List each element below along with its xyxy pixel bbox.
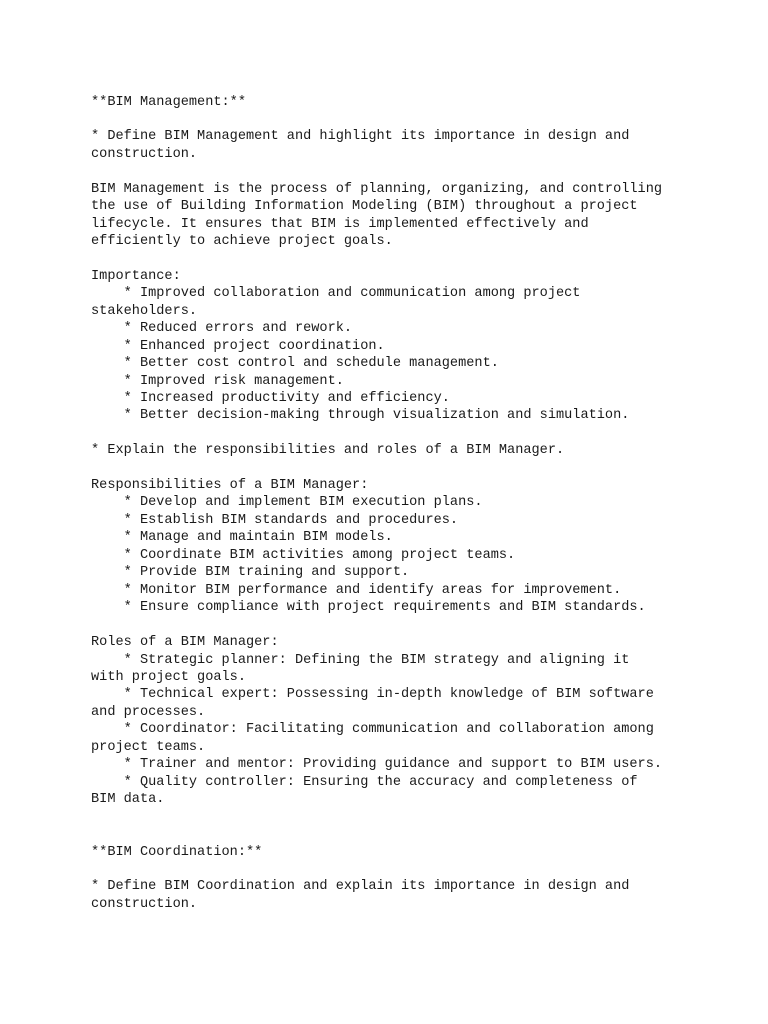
bullet-item: * Trainer and mentor: Providing guidance and support to BIM users. bbox=[91, 757, 663, 772]
bullet-item: * Manage and maintain BIM models. bbox=[91, 530, 393, 545]
question-text: * Explain the responsibilities and roles of a BIM Manager. bbox=[91, 443, 565, 458]
subheading-responsibilities: Responsibilities of a BIM Manager: bbox=[91, 478, 369, 493]
bullet-item: * Technical expert: Possessing in-depth knowledge of BIM software bbox=[91, 687, 654, 702]
bullet-item: * Monitor BIM performance and identify areas for improvement. bbox=[91, 583, 622, 598]
paragraph-line: the use of Building Information Modeling (BIM) throughout a project bbox=[91, 199, 638, 214]
bullet-item-continuation: with project goals. bbox=[91, 670, 246, 685]
bullet-item-continuation: stakeholders. bbox=[91, 304, 198, 319]
bullet-item: * Reduced errors and rework. bbox=[91, 321, 353, 336]
section-heading-bim-management: **BIM Management:** bbox=[91, 95, 246, 110]
section-heading-bim-coordination: **BIM Coordination:** bbox=[91, 845, 263, 860]
bullet-item: * Better cost control and schedule management. bbox=[91, 356, 499, 371]
bullet-item: * Ensure compliance with project requirements and BIM standards. bbox=[91, 600, 646, 615]
question-text: construction. bbox=[91, 147, 198, 162]
paragraph-line: efficiently to achieve project goals. bbox=[91, 234, 393, 249]
bullet-item: * Better decision-making through visualization and simulation. bbox=[91, 408, 630, 423]
bullet-item-continuation: and processes. bbox=[91, 705, 206, 720]
bullet-item: * Improved risk management. bbox=[91, 374, 344, 389]
bullet-item: * Coordinator: Facilitating communication and collaboration among bbox=[91, 722, 654, 737]
paragraph-line: BIM Management is the process of planning, organizing, and controlling bbox=[91, 182, 663, 197]
bullet-item-continuation: BIM data. bbox=[91, 792, 165, 807]
subheading-roles: Roles of a BIM Manager: bbox=[91, 635, 279, 650]
subheading-importance: Importance: bbox=[91, 269, 181, 284]
bullet-item: * Strategic planner: Defining the BIM strategy and aligning it bbox=[91, 653, 630, 668]
bullet-item: * Develop and implement BIM execution plans. bbox=[91, 495, 483, 510]
bullet-item: * Increased productivity and efficiency. bbox=[91, 391, 450, 406]
bullet-item: * Provide BIM training and support. bbox=[91, 565, 410, 580]
bullet-item: * Quality controller: Ensuring the accuracy and completeness of bbox=[91, 775, 638, 790]
question-text: * Define BIM Management and highlight its importance in design and bbox=[91, 129, 630, 144]
bullet-item: * Establish BIM standards and procedures. bbox=[91, 513, 459, 528]
bullet-item: * Improved collaboration and communication among project bbox=[91, 286, 581, 301]
paragraph-line: lifecycle. It ensures that BIM is implemented effectively and bbox=[91, 217, 589, 232]
question-text: construction. bbox=[91, 897, 198, 912]
bullet-item: * Coordinate BIM activities among project teams. bbox=[91, 548, 516, 563]
bullet-item-continuation: project teams. bbox=[91, 740, 206, 755]
bullet-item: * Enhanced project coordination. bbox=[91, 339, 385, 354]
question-text: * Define BIM Coordination and explain its importance in design and bbox=[91, 879, 630, 894]
